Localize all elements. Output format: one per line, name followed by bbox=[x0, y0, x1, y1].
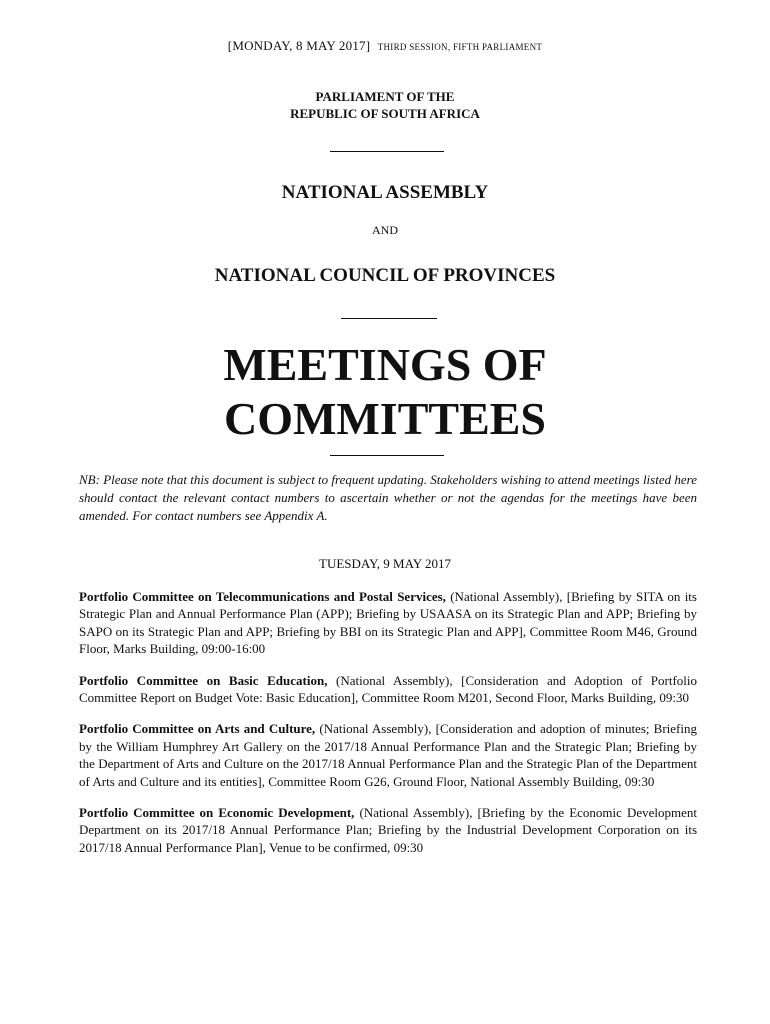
title-line-1: MEETINGS OF bbox=[223, 339, 547, 390]
parliament-line-1: PARLIAMENT OF THE bbox=[315, 89, 455, 104]
meeting-details: (National Assembly), [Briefing by the Economic Development Department on its 2017/18 Annual Performance Plan; Briefing by the Industrial Development Corporation on its 2017/18 Annual Performance Plan], Venue to be confirmed, 09:30 bbox=[79, 805, 697, 855]
update-notice: NB: Please note that this document is subject to frequent updating. Stakeholders wishing to attend meetings listed here should contact the relevant contact numbers to ascertain whether or not the agendas for the meetings have been amended. For contact numbers see Appendix A. bbox=[79, 472, 697, 523]
meeting-entry bbox=[79, 588, 697, 658]
divider-2 bbox=[341, 318, 437, 319]
ncop-heading: NATIONAL COUNCIL OF PROVINCES bbox=[214, 265, 556, 286]
committee-name: Portfolio Committee on Economic Development, bbox=[79, 805, 355, 821]
meeting-entry bbox=[79, 720, 697, 790]
and-conjunction: AND bbox=[372, 223, 398, 237]
divider-1 bbox=[330, 151, 444, 152]
title-line-2: COMMITTEES bbox=[223, 393, 547, 444]
meetings-list bbox=[79, 588, 697, 870]
parliament-line-2: REPUBLIC OF SOUTH AFRICA bbox=[290, 106, 480, 121]
national-assembly-heading: NATIONAL ASSEMBLY bbox=[281, 182, 489, 203]
day-heading: TUESDAY, 9 MAY 2017 bbox=[319, 556, 451, 571]
meeting-details: (National Assembly), [Briefing by SITA on its Strategic Plan and Annual Performance Plan (APP); Briefing by USAASA on its Strategic Plan and APP; Briefing by SAPO on its Strategic Plan and APP; Briefing by BBI on its Strategic Plan and APP], Committee Room M46, Ground Floor, Marks Building, 09:00-16:00 bbox=[79, 589, 697, 657]
parliament-heading bbox=[0, 88, 770, 122]
meeting-details: (National Assembly), [Consideration and adoption of minutes; Briefing by the William Humphrey Art Gallery on the 2017/18 Annual Performance Plan and the Strategic Plan; Briefing by the Department of Arts and Culture on the 2017/18 Annual Performance Plan and the Strategic Plan of the Department of Arts and Culture and its entities], Committee Room G26, Ground Floor, National Assembly Building, 09:30 bbox=[79, 721, 697, 789]
meeting-entry bbox=[79, 672, 697, 707]
meeting-entry bbox=[79, 804, 697, 856]
committee-name: Portfolio Committee on Arts and Culture, bbox=[79, 721, 316, 737]
running-header bbox=[0, 38, 770, 54]
meeting-details: (National Assembly), [Consideration and Adoption of Portfolio Committee Report on Budget Vote: Basic Education], Committee Room M201, Second Floor, Marks Building, 09:30 bbox=[79, 672, 698, 706]
header-session: THIRD SESSION, FIFTH PARLIAMENT bbox=[377, 42, 543, 52]
committee-name: Portfolio Committee on Basic Education, bbox=[79, 672, 328, 688]
document-title bbox=[0, 338, 770, 446]
committee-name: Portfolio Committee on Telecommunications and Postal Services, bbox=[79, 589, 446, 604]
header-date: [MONDAY, 8 MAY 2017] bbox=[227, 38, 371, 53]
divider-3 bbox=[330, 455, 444, 456]
